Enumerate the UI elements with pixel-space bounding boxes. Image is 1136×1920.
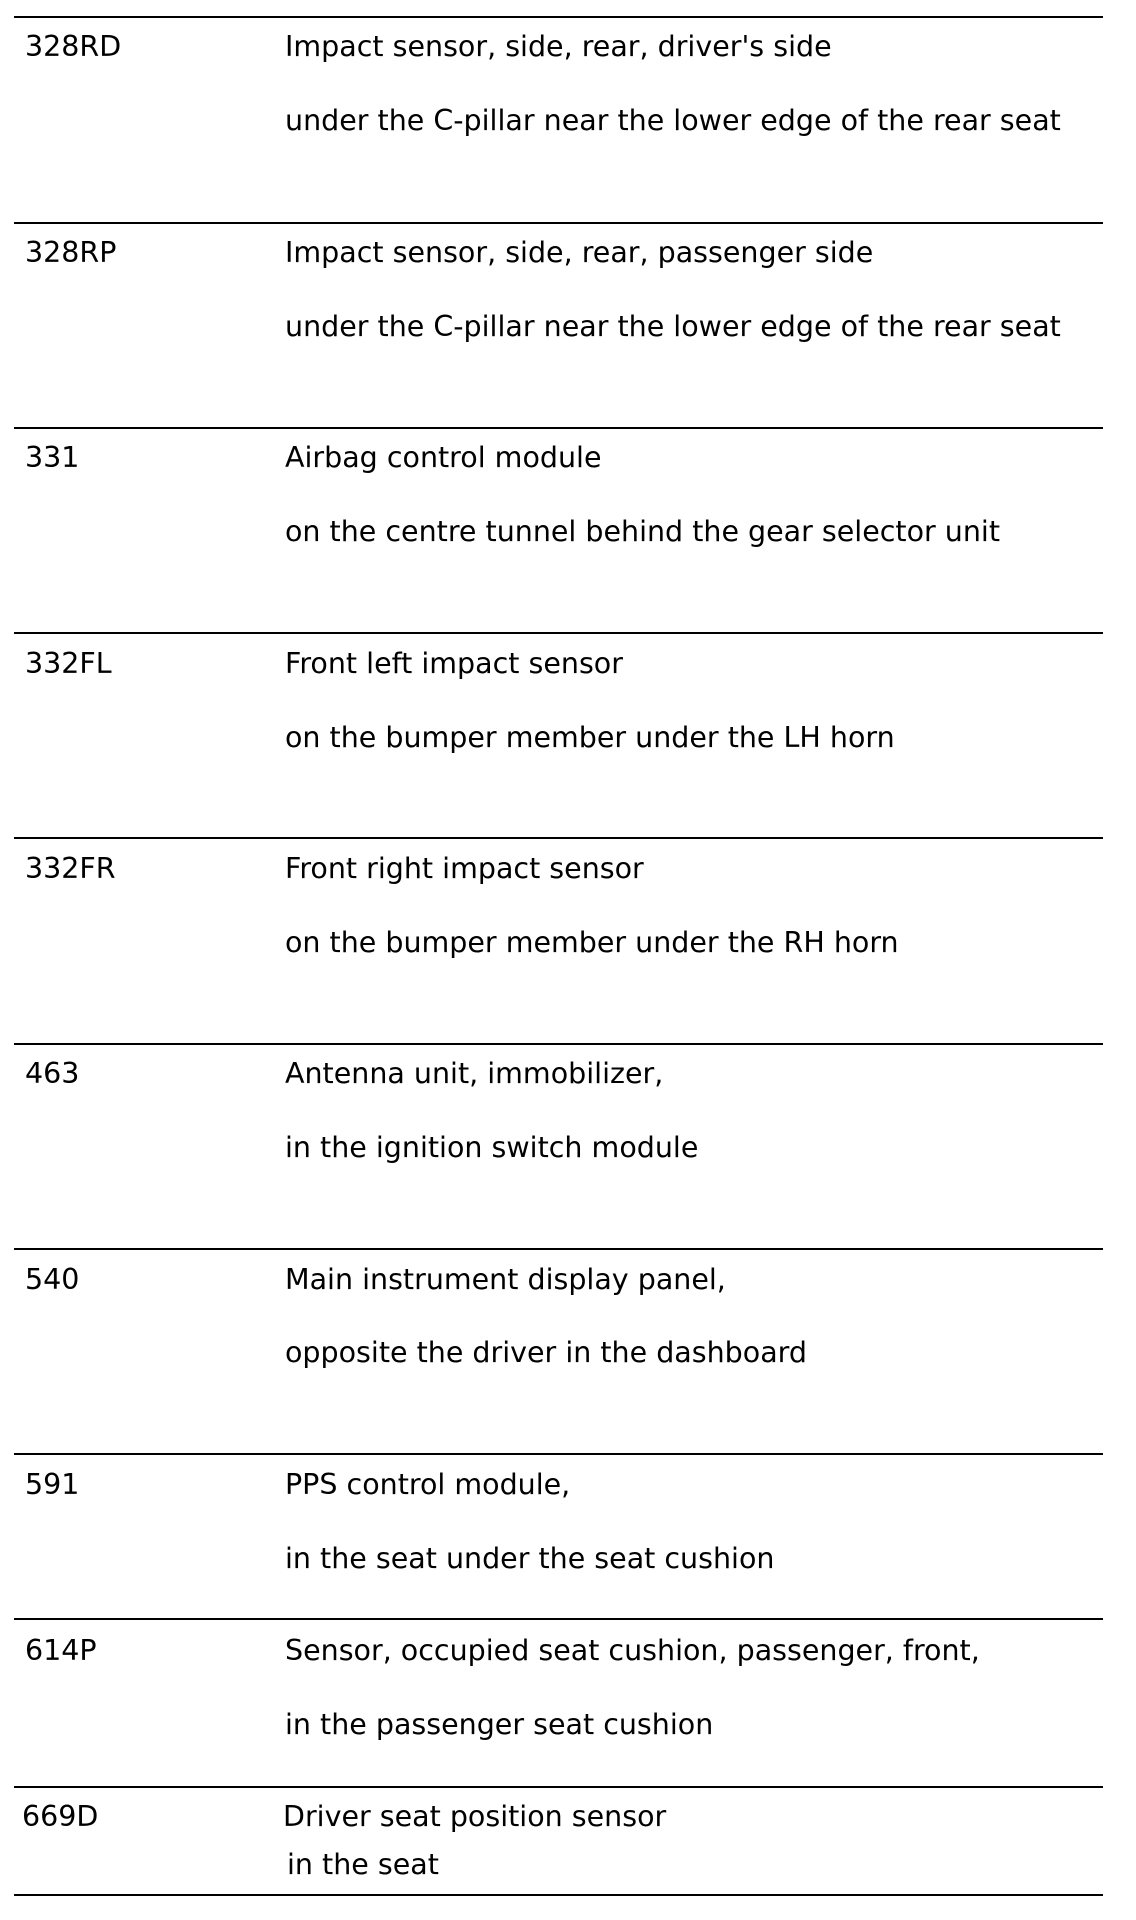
component-location: in the passenger seat cushion (285, 1708, 714, 1741)
row-divider (14, 1786, 1103, 1788)
component-name: PPS control module, (285, 1468, 571, 1501)
row-divider (14, 1453, 1103, 1455)
component-code: 328RD (25, 30, 122, 63)
component-code: 331 (25, 441, 80, 474)
component-location: in the seat under the seat cushion (285, 1542, 775, 1575)
component-location: in the ignition switch module (285, 1131, 699, 1164)
component-code: 669D (22, 1800, 99, 1833)
component-name: Main instrument display panel, (285, 1263, 726, 1296)
component-name: Front left impact sensor (285, 647, 623, 680)
component-code: 328RP (25, 236, 117, 269)
component-name: Front right impact sensor (285, 852, 644, 885)
row-divider (14, 837, 1103, 839)
table-bottom-border (14, 1894, 1103, 1896)
component-code: 332FL (25, 647, 112, 680)
component-name: Driver seat position sensor (283, 1800, 667, 1833)
row-divider (14, 16, 1103, 18)
row-divider (14, 1248, 1103, 1250)
component-code: 463 (25, 1057, 80, 1090)
row-divider (14, 222, 1103, 224)
component-location: under the C-pillar near the lower edge of the rear seat (285, 104, 1061, 137)
component-location: on the bumper member under the LH horn (285, 721, 895, 754)
component-location: under the C-pillar near the lower edge of the rear seat (285, 310, 1061, 343)
component-name: Sensor, occupied seat cushion, passenger, front, (285, 1634, 980, 1667)
row-divider (14, 427, 1103, 429)
component-code: 540 (25, 1263, 80, 1296)
component-location: on the bumper member under the RH horn (285, 926, 899, 959)
component-code: 332FR (25, 852, 116, 885)
component-name: Antenna unit, immobilizer, (285, 1057, 664, 1090)
component-name: Airbag control module (285, 441, 602, 474)
row-divider (14, 632, 1103, 634)
component-code: 614P (25, 1634, 97, 1667)
row-divider (14, 1618, 1103, 1620)
row-divider (14, 1043, 1103, 1045)
component-location: opposite the driver in the dashboard (285, 1336, 807, 1369)
component-name: Impact sensor, side, rear, driver's side (285, 30, 832, 63)
component-code: 591 (25, 1468, 80, 1501)
component-location: in the seat (287, 1848, 439, 1881)
component-name: Impact sensor, side, rear, passenger side (285, 236, 874, 269)
component-location: on the centre tunnel behind the gear selector unit (285, 515, 1001, 548)
